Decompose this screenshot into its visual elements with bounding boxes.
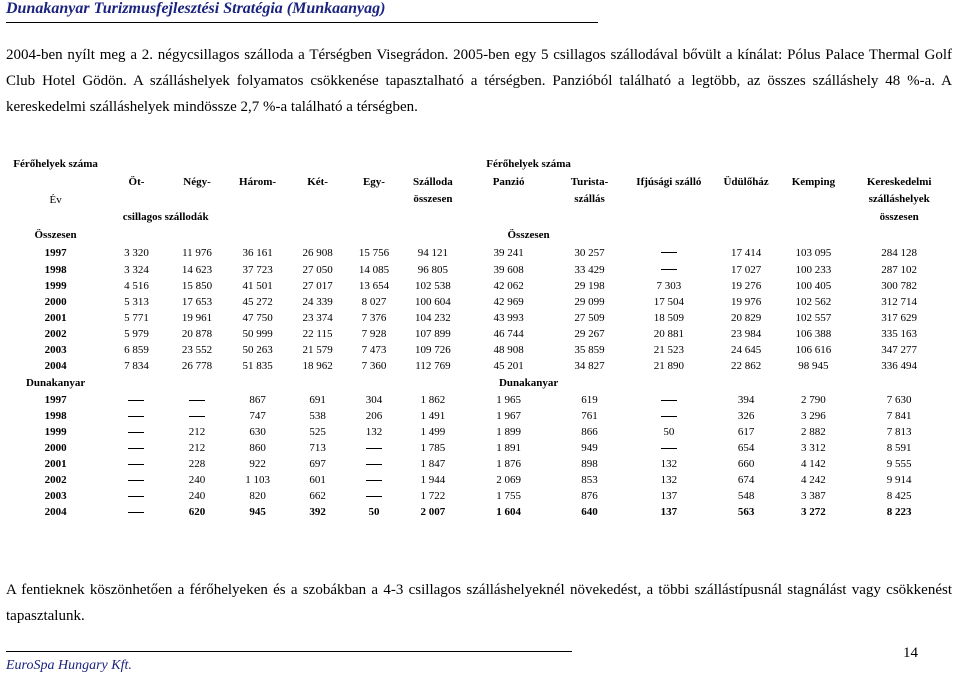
table-cell: 1 604	[496, 506, 521, 518]
section2-label-row	[6, 374, 952, 392]
year-cell: 2001	[44, 458, 67, 470]
year-cell: 2001	[44, 312, 67, 324]
table-cell: 898	[581, 458, 598, 470]
accommodation-capacity-table	[6, 155, 952, 520]
table-cell: 132	[660, 458, 678, 470]
table-cell: 1 499	[420, 426, 446, 438]
footer-company: EuroSpa Hungary Kft.	[6, 658, 132, 673]
table-cell: 7 834	[124, 360, 149, 372]
table-cell	[105, 488, 168, 504]
table-cell: 820	[249, 490, 266, 502]
col-header-kereskedelmi-l2: szálláshelyek	[868, 193, 930, 205]
table-row	[6, 440, 952, 456]
table-cell: 45 201	[493, 360, 524, 372]
table-cell: 37 723	[242, 263, 273, 276]
table-cell: 5 979	[124, 328, 149, 340]
table-cell: 27 050	[302, 263, 333, 276]
table-cell: 112 769	[415, 360, 451, 372]
dash-mark	[128, 464, 144, 465]
table-cell: 2 790	[801, 394, 826, 406]
closing-paragraph: A fentieknek köszönhetően a férőhelyeken és a szobákban a 4-3 csillagos szálláshelyeknél növekedést, a többi szállástípusnál stagnálást vagy csökkenést tapasztalunk.	[6, 582, 952, 624]
dash-mark	[128, 496, 144, 497]
table-cell: 42 062	[493, 280, 524, 292]
table-cell: 7 813	[886, 426, 912, 438]
table-cell: 538	[309, 410, 326, 422]
table-cell: 13 654	[358, 280, 390, 292]
table-cell: 27 509	[574, 312, 605, 324]
table-cell: 47 750	[242, 312, 273, 324]
year-cell: 2000	[44, 296, 67, 308]
table-cell: 8 027	[361, 296, 387, 308]
table-row	[6, 358, 952, 374]
table-cell: 1 862	[420, 394, 446, 406]
table-cell: 747	[249, 410, 266, 422]
table-cell: 39 241	[493, 246, 524, 259]
table-cell: 15 756	[358, 246, 390, 259]
table-cell: 43 993	[493, 312, 524, 324]
top-header-label: Férőhelyek száma	[486, 158, 571, 170]
table-cell: 640	[581, 506, 598, 518]
table-cell: 212	[188, 442, 206, 454]
year-cell: 1997	[44, 394, 67, 406]
table-cell: 335 163	[881, 328, 918, 340]
table-cell: 45 272	[242, 296, 273, 308]
table-cell	[105, 408, 168, 424]
table-cell	[105, 392, 168, 408]
table-cell: 1 785	[420, 442, 446, 454]
table-row	[6, 294, 952, 310]
table-cell: 94 121	[417, 246, 449, 259]
table-cell: 876	[581, 490, 598, 502]
table-cell: 3 324	[124, 263, 149, 276]
table-cell: 853	[581, 474, 598, 486]
table-cell: 17 653	[181, 296, 213, 308]
dash-mark	[128, 480, 144, 481]
table-cell: 26 908	[302, 246, 333, 259]
table-cell: 697	[309, 458, 326, 470]
table-cell: 1 944	[420, 474, 446, 486]
section2-center-label: Dunakanyar	[498, 377, 559, 389]
table-header-row-4	[6, 208, 952, 226]
table-cell: 23 374	[302, 312, 333, 324]
table-cell: 392	[309, 506, 326, 518]
table-cell: 137	[660, 506, 678, 518]
table-cell: 394	[737, 394, 755, 406]
table-cell: 14 085	[358, 263, 390, 276]
table-cell: 102 562	[795, 296, 832, 308]
col-header-2star: Két-	[307, 175, 328, 188]
table-cell: 4 242	[801, 474, 826, 486]
table-cell: 1 755	[496, 490, 521, 502]
table-cell	[626, 440, 712, 456]
table-header-row-2	[6, 173, 952, 190]
table-cell: 21 890	[653, 360, 684, 372]
table-cell: 109 726	[415, 344, 451, 356]
year-cell: 2000	[44, 442, 67, 454]
table-cell: 50	[368, 506, 380, 518]
table-cell: 1 491	[420, 410, 446, 422]
col-header-kereskedelmi-l3: összesen	[879, 211, 919, 223]
table-cell: 9 914	[886, 474, 912, 486]
table-cell: 17 027	[730, 263, 762, 276]
table-cell: 312 714	[881, 296, 918, 308]
table-cell: 5 313	[124, 296, 149, 308]
page-number: 14	[903, 645, 918, 661]
table-cell: 24 339	[302, 296, 333, 308]
table-cell	[626, 392, 712, 408]
year-cell: 2004	[44, 506, 67, 518]
table-row	[6, 310, 952, 326]
dash-mark	[661, 400, 677, 401]
table-cell: 922	[249, 458, 266, 470]
col-header-hotel-total-l2: összesen	[413, 193, 453, 205]
table-cell: 1 103	[245, 474, 270, 486]
dash-mark	[128, 432, 144, 433]
corner-label: Férőhelyek száma	[13, 158, 98, 170]
table-cell: 713	[309, 442, 326, 454]
table-cell	[105, 456, 168, 472]
table-cell: 29 267	[574, 328, 605, 340]
table-row	[6, 261, 952, 278]
table-cell: 50 999	[242, 328, 273, 340]
col-header-5star: Öt-	[128, 175, 145, 188]
table-cell: 7 841	[886, 410, 912, 422]
table-cell: 228	[188, 458, 206, 470]
table-cell: 2 882	[801, 426, 826, 438]
table-cell: 23 984	[730, 328, 762, 340]
table-cell: 19 961	[181, 312, 213, 324]
table-cell: 240	[188, 474, 206, 486]
table-cell: 20 878	[181, 328, 213, 340]
dash-mark	[661, 269, 677, 270]
table-cell: 7 928	[361, 328, 387, 340]
col-header-kemping: Kemping	[791, 175, 836, 188]
table-cell: 1 891	[496, 442, 521, 454]
table-cell: 3 296	[801, 410, 826, 422]
col-header-4star: Négy-	[183, 175, 211, 188]
table-cell	[105, 472, 168, 488]
table-cell: 7 630	[886, 394, 912, 406]
table-cell: 548	[737, 490, 755, 502]
table-cell: 240	[188, 490, 206, 502]
col-header-1star: Egy-	[362, 175, 385, 188]
table-cell: 100 405	[795, 280, 832, 292]
table-cell	[105, 504, 168, 520]
table-cell: 1 899	[496, 426, 521, 438]
table-cell: 619	[581, 394, 598, 406]
table-cell: 39 608	[493, 263, 524, 276]
table-cell: 1 965	[496, 394, 521, 406]
table-cell: 48 908	[493, 344, 524, 356]
col-header-panzio: Panzió	[492, 175, 525, 188]
table-cell	[626, 244, 712, 261]
year-cell: 2004	[44, 360, 67, 372]
table-cell: 7 360	[361, 360, 387, 372]
table-cell: 6 859	[124, 344, 149, 356]
table-row	[6, 424, 952, 440]
table-cell: 102 557	[795, 312, 832, 324]
table-cell: 106 616	[795, 344, 832, 356]
table-cell: 11 976	[182, 246, 212, 259]
table-cell: 15 850	[181, 280, 213, 292]
table-cell: 35 859	[574, 344, 605, 356]
table-cell: 41 501	[242, 280, 273, 292]
table-cell: 304	[365, 394, 383, 406]
table-cell: 21 579	[302, 344, 333, 356]
table-cell: 1 876	[496, 458, 521, 470]
header-rule	[6, 22, 598, 23]
table-cell: 326	[737, 410, 755, 422]
table-cell	[346, 472, 401, 488]
year-cell: 2002	[44, 328, 67, 340]
stars-label: csillagos szállodák	[122, 211, 209, 223]
table-cell: 17 414	[730, 246, 762, 259]
table-row	[6, 392, 952, 408]
table-cell: 949	[581, 442, 598, 454]
table-cell: 34 827	[574, 360, 605, 372]
table-cell: 132	[660, 474, 678, 486]
year-cell: 1999	[44, 280, 67, 292]
table-cell: 3 272	[801, 506, 826, 518]
table-cell: 617	[737, 426, 755, 438]
footer-rule	[6, 651, 572, 652]
table-row	[6, 472, 952, 488]
dash-mark	[661, 252, 677, 253]
table-cell	[105, 424, 168, 440]
year-cell: 2003	[44, 490, 67, 502]
table-cell: 9 555	[886, 458, 912, 470]
table-cell: 284 128	[881, 246, 918, 259]
table-row	[6, 326, 952, 342]
dash-mark	[366, 496, 382, 497]
table-cell: 620	[188, 506, 206, 518]
dash-mark	[128, 448, 144, 449]
dash-mark	[661, 416, 677, 417]
table-cell: 5 771	[124, 312, 149, 324]
table-cell: 14 623	[181, 263, 213, 276]
col-header-ifjusagi: Ifjúsági szálló	[636, 175, 702, 188]
table-cell: 98 945	[798, 360, 829, 372]
table-cell: 46 744	[493, 328, 524, 340]
table-cell: 26 778	[181, 360, 213, 372]
table-cell: 23 552	[181, 344, 213, 356]
table-cell: 96 805	[417, 263, 449, 276]
table-cell	[346, 440, 401, 456]
intro-paragraph: 2004-ben nyílt meg a 2. négycsillagos szálloda a Térségben Visegrádon. 2005-ben egy 5 csillagos szállodával bővült a kínálat: Pólus Palace Thermal Golf Club Hotel Gödön. A szálláshelyek folyamatos csökkenése tapasztalható a térségben. Panzióból található a legtöbb, az összes szálláshely 48 %-a. A kereskedelmi szálláshelyek mindössze 2,7 %-a található a térségben.	[6, 47, 952, 115]
table-cell: 662	[309, 490, 326, 502]
table-cell: 3 312	[801, 442, 826, 454]
table-cell: 347 277	[881, 344, 918, 356]
table-cell: 630	[249, 426, 266, 438]
table-cell: 7 303	[656, 280, 682, 292]
table-cell: 287 102	[881, 263, 918, 276]
table-cell: 106 388	[795, 328, 832, 340]
table-cell: 103 095	[795, 246, 832, 259]
table-header-row-1	[6, 155, 952, 173]
table-cell: 7 473	[361, 344, 387, 356]
table-cell: 100 233	[795, 263, 832, 276]
table-cell: 29 099	[574, 296, 605, 308]
table-cell: 132	[365, 426, 383, 438]
table-cell: 525	[309, 426, 326, 438]
col-header-udulohaz: Üdülőház	[723, 175, 769, 188]
table-cell: 19 276	[730, 280, 762, 292]
table-cell: 691	[309, 394, 326, 406]
table-cell: 300 782	[881, 280, 918, 292]
dash-mark	[128, 512, 144, 513]
table-cell: 1 722	[420, 490, 446, 502]
section1-left-label: Összesen	[34, 229, 77, 241]
table-cell: 860	[249, 442, 266, 454]
table-row	[6, 504, 952, 520]
table-cell: 50	[663, 426, 675, 438]
section1-center-label: Összesen	[507, 229, 550, 241]
table-cell: 20 829	[730, 312, 762, 324]
table-cell: 22 862	[730, 360, 762, 372]
table-row	[6, 456, 952, 472]
table-cell: 107 899	[415, 328, 451, 340]
table-row	[6, 278, 952, 294]
table-cell: 137	[660, 490, 678, 502]
dash-mark	[128, 416, 144, 417]
table-cell: 18 509	[653, 312, 684, 324]
dash-mark	[366, 480, 382, 481]
table-cell: 1 847	[420, 458, 446, 470]
dash-mark	[366, 464, 382, 465]
table-cell: 660	[737, 458, 755, 470]
table-cell: 17 504	[653, 296, 684, 308]
table-cell: 24 645	[730, 344, 762, 356]
year-cell: 2002	[44, 474, 67, 486]
dash-mark	[366, 448, 382, 449]
table-cell: 36 161	[242, 246, 273, 259]
col-header-hotel-total: Szálloda	[413, 175, 453, 188]
table-cell: 100 604	[415, 296, 451, 308]
year-cell: 1999	[44, 426, 67, 438]
table-cell: 8 425	[886, 490, 912, 502]
table-cell: 317 629	[881, 312, 918, 324]
table-cell: 51 835	[242, 360, 273, 372]
table-cell: 674	[737, 474, 755, 486]
table-cell: 8 591	[886, 442, 912, 454]
table-cell	[346, 488, 401, 504]
table-row	[6, 408, 952, 424]
table-cell: 29 198	[574, 280, 605, 292]
table-cell: 33 429	[574, 263, 605, 276]
table-cell: 212	[188, 426, 206, 438]
table-cell	[168, 408, 226, 424]
table-cell: 761	[581, 410, 598, 422]
table-cell	[105, 440, 168, 456]
table-cell: 102 538	[415, 280, 451, 292]
year-cell: 1997	[44, 246, 67, 259]
table-cell	[626, 408, 712, 424]
table-cell: 18 962	[302, 360, 333, 372]
table-cell: 563	[737, 506, 755, 518]
section2-left-label: Dunakanyar	[25, 377, 86, 389]
col-header-turistaszallas-l2: szállás	[574, 193, 605, 205]
dash-mark	[189, 416, 205, 417]
table-cell: 3 320	[124, 246, 149, 259]
table-cell: 22 115	[302, 328, 333, 340]
table-cell: 654	[737, 442, 755, 454]
table-cell: 945	[249, 506, 266, 518]
table-cell: 50 263	[242, 344, 273, 356]
section1-label-row	[6, 226, 952, 244]
table-cell: 2 069	[496, 474, 521, 486]
table-cell	[168, 392, 226, 408]
table-cell: 42 969	[493, 296, 524, 308]
document-header-title: Dunakanyar Turizmusfejlesztési Stratégia (Munkaanyag)	[6, 0, 386, 17]
table-cell: 7 376	[361, 312, 387, 324]
table-cell: 30 257	[574, 246, 605, 259]
table-cell: 19 976	[730, 296, 762, 308]
dash-mark	[661, 448, 677, 449]
year-cell: 1998	[44, 263, 67, 276]
table-cell: 20 881	[653, 328, 684, 340]
table-cell: 336 494	[881, 360, 918, 372]
year-cell: 1998	[44, 410, 67, 422]
table-cell: 3 387	[801, 490, 826, 502]
table-cell: 27 017	[302, 280, 333, 292]
table-cell: 104 232	[415, 312, 451, 324]
table-cell: 601	[309, 474, 326, 486]
table-cell	[346, 456, 401, 472]
table-cell: 1 967	[496, 410, 521, 422]
table-cell: 4 142	[801, 458, 826, 470]
table-cell: 2 007	[420, 506, 446, 518]
col-header-kereskedelmi: Kereskedelmi	[866, 175, 932, 188]
table-cell: 206	[365, 410, 383, 422]
table-cell: 866	[581, 426, 598, 438]
col-header-turistaszallas: Turista-	[570, 175, 609, 188]
year-column-label: Év	[49, 193, 62, 206]
table-row	[6, 342, 952, 358]
table-header-row-3	[6, 190, 952, 208]
table-cell: 21 523	[653, 344, 684, 356]
table-row	[6, 244, 952, 261]
table-cell: 4 516	[124, 280, 149, 292]
col-header-3star: Három-	[239, 175, 277, 188]
table-row	[6, 488, 952, 504]
year-cell: 2003	[44, 344, 67, 356]
table-cell	[626, 261, 712, 278]
table-cell: 867	[249, 394, 266, 406]
table-cell: 8 223	[886, 506, 912, 518]
dash-mark	[189, 400, 205, 401]
dash-mark	[128, 400, 144, 401]
